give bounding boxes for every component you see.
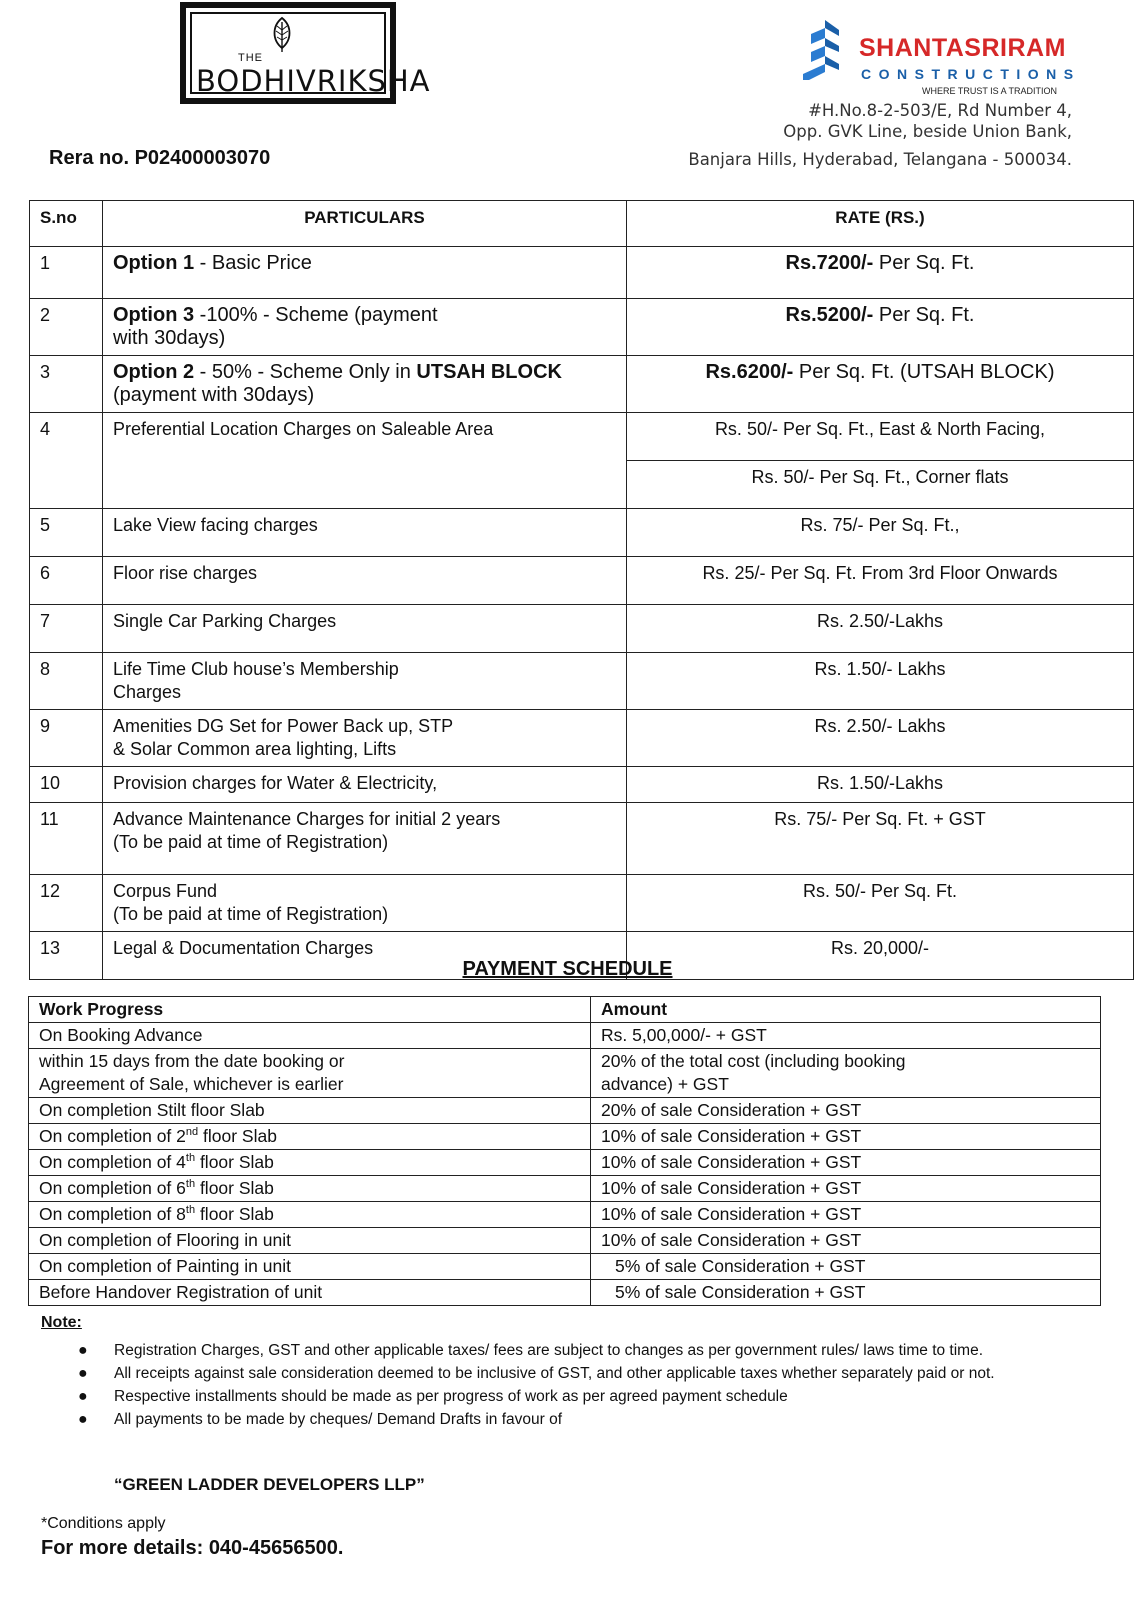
schedule-row [29, 1098, 1101, 1124]
table-header-row [30, 201, 1134, 247]
ordinal-suffix: th [185, 1178, 196, 1191]
row-sno: 4 [30, 413, 103, 509]
amount: 10% of sale Consideration + GST [591, 1228, 1101, 1254]
builder-tagline: WHERE TRUST IS A TRADITION [922, 86, 1058, 96]
schedule-row [29, 1150, 1101, 1176]
work-progress [29, 1176, 591, 1202]
row-rate: Rs. 2.50/-Lakhs [627, 605, 1134, 653]
table-row [30, 247, 1134, 299]
note-text: All receipts against sale consideration deemed to be inclusive of GST, and other applicable taxes whether separately paid or not. [114, 1365, 995, 1382]
address-line-3: Banjara Hills, Hyderabad, Telangana - 500034. [688, 150, 1072, 169]
builder-name: SHANTASRIRAM [859, 34, 1066, 62]
particulars-line1: Life Time Club house’s Membership [113, 659, 399, 679]
rate-unit: Per Sq. Ft. (UTSAH BLOCK) [793, 361, 1055, 383]
work-text-end: floor Slab [195, 1178, 274, 1198]
notes-title: Note: [41, 1314, 82, 1331]
rera-number: Rera no. P02400003070 [49, 147, 271, 169]
leaf-icon [268, 16, 296, 54]
row-sno: 3 [30, 356, 103, 413]
particulars-line2: (To be paid at time of Registration) [113, 904, 389, 924]
rate-amount: Rs.7200/- [785, 252, 874, 274]
amount: 10% of sale Consideration + GST [591, 1150, 1101, 1176]
row-particulars: Legal & Documentation Charges [103, 932, 627, 980]
amount: 10% of sale Consideration + GST [591, 1124, 1101, 1150]
table-row [30, 509, 1134, 557]
header-work-progress: Work Progress [29, 997, 591, 1023]
list-item [72, 1340, 1052, 1362]
option-desc: - Basic Price [194, 252, 312, 274]
rate-unit: Per Sq. Ft. [873, 304, 975, 326]
work-text: On completion of 8 [39, 1204, 186, 1224]
bullet-icon: ● [78, 1388, 88, 1405]
particulars-line1: Corpus Fund [113, 881, 218, 901]
row-rate: Rs. 1.50/- Lakhs [627, 653, 1134, 710]
particulars-line1: Advance Maintenance Charges for initial 2 years [113, 809, 501, 829]
row-rate [627, 299, 1134, 356]
row-sno: 10 [30, 767, 103, 803]
amount: 20% of sale Consideration + GST [591, 1098, 1101, 1124]
bodhivriksha-logo [180, 2, 431, 104]
row-sno: 2 [30, 299, 103, 356]
amount: 5% of sale Consideration + GST [591, 1280, 1101, 1306]
schedule-row [29, 1176, 1101, 1202]
amount: 10% of sale Consideration + GST [591, 1176, 1101, 1202]
table-row [30, 875, 1134, 932]
header-amount: Amount [591, 997, 1101, 1023]
row-particulars [103, 299, 627, 356]
row-sno: 6 [30, 557, 103, 605]
bullet-icon: ● [78, 1411, 88, 1428]
row-rate: Rs. 50/- Per Sq. Ft. [627, 875, 1134, 932]
header-particulars: PARTICULARS [103, 201, 627, 247]
option-desc: -100% - Scheme (payment [194, 304, 438, 326]
row-sno: 5 [30, 509, 103, 557]
schedule-row [29, 1049, 1101, 1098]
row-sno: 13 [30, 932, 103, 980]
header-sno: S.no [30, 201, 103, 247]
row-sno: 8 [30, 653, 103, 710]
work-progress: On completion of Painting in unit [29, 1254, 591, 1280]
payee-name: “GREEN LADDER DEVELOPERS LLP” [114, 1475, 425, 1494]
work-text: On completion of 4 [39, 1152, 186, 1172]
list-item [72, 1409, 1052, 1431]
row-rate: Rs. 1.50/-Lakhs [627, 767, 1134, 803]
table-row [30, 653, 1134, 710]
bullet-icon: ● [78, 1365, 88, 1382]
work-progress: On completion Stilt floor Slab [29, 1098, 591, 1124]
work-progress: On completion of Flooring in unit [29, 1228, 591, 1254]
work-progress: Before Handover Registration of unit [29, 1280, 591, 1306]
table-row [30, 803, 1134, 875]
row-rate: Rs. 75/- Per Sq. Ft., [627, 509, 1134, 557]
schedule-header-row [29, 997, 1101, 1023]
row-particulars: Lake View facing charges [103, 509, 627, 557]
schedule-row [29, 1124, 1101, 1150]
row-rate: Rs. 20,000/- [627, 932, 1134, 980]
row-particulars [103, 803, 627, 875]
particulars-line2: Charges [113, 682, 182, 702]
option-label: Option 2 [113, 361, 195, 383]
ordinal-suffix: th [185, 1204, 196, 1217]
work-text: On completion of 6 [39, 1178, 186, 1198]
option-desc-line2: with 30days) [113, 327, 226, 349]
payment-schedule-title: PAYMENT SCHEDULE [462, 958, 673, 980]
row-rate: Rs. 2.50/- Lakhs [627, 710, 1134, 767]
work-line2: Agreement of Sale, whichever is earlier [39, 1074, 344, 1094]
table-row [30, 710, 1134, 767]
row-particulars [103, 247, 627, 299]
payment-schedule-table [28, 996, 1101, 1306]
rate-amount: Rs.6200/- [705, 361, 794, 383]
work-text: On completion of 2 [39, 1126, 186, 1146]
table-row [30, 356, 1134, 413]
amount-line1: 20% of the total cost (including booking [601, 1051, 906, 1071]
row-rate: Rs. 50/- Per Sq. Ft., East & North Facing, [627, 413, 1134, 461]
note-text: Respective installments should be made as per progress of work as per agreed payment schedule [114, 1388, 788, 1405]
work-line1: within 15 days from the date booking or [39, 1051, 345, 1071]
logo-the-text: THE [238, 52, 263, 64]
schedule-row [29, 1202, 1101, 1228]
contact-details: For more details: 040-45656500. [41, 1537, 344, 1559]
row-particulars: Floor rise charges [103, 557, 627, 605]
amount [591, 1049, 1101, 1098]
logo-name-text: BODHIVRIKSHA [196, 64, 431, 98]
work-progress [29, 1049, 591, 1098]
work-text-end: floor Slab [195, 1152, 274, 1172]
table-row [30, 299, 1134, 356]
rate-amount: Rs.5200/- [785, 304, 874, 326]
schedule-row [29, 1228, 1101, 1254]
row-particulars [103, 875, 627, 932]
row-sno: 12 [30, 875, 103, 932]
header-rate: RATE (RS.) [627, 201, 1134, 247]
row-particulars: Provision charges for Water & Electricity, [103, 767, 627, 803]
particulars-line2: (To be paid at time of Registration) [113, 832, 389, 852]
ordinal-suffix: th [185, 1152, 196, 1165]
row-particulars: Preferential Location Charges on Saleable Area [103, 413, 627, 509]
ordinal-suffix: nd [185, 1126, 199, 1139]
particulars-line1: Amenities DG Set for Power Back up, STP [113, 716, 454, 736]
row-rate: Rs. 75/- Per Sq. Ft. + GST [627, 803, 1134, 875]
row-sno: 1 [30, 247, 103, 299]
table-row [30, 605, 1134, 653]
work-progress: On Booking Advance [29, 1023, 591, 1049]
note-text: Registration Charges, GST and other applicable taxes/ fees are subject to changes as per government rules/ laws time to time. [114, 1342, 984, 1359]
row-particulars [103, 356, 627, 413]
notes-list [72, 1340, 1052, 1432]
amount-line2: advance) + GST [601, 1074, 729, 1094]
amount: Rs. 5,00,000/- + GST [591, 1023, 1101, 1049]
address-line-2: Opp. GVK Line, beside Union Bank, [783, 122, 1072, 141]
row-rate: Rs. 25/- Per Sq. Ft. From 3rd Floor Onwards [627, 557, 1134, 605]
row-particulars [103, 710, 627, 767]
list-item [72, 1363, 1052, 1385]
schedule-row [29, 1280, 1101, 1306]
row-rate [627, 247, 1134, 299]
list-item [72, 1386, 1052, 1408]
block-name: UTSAH BLOCK [416, 361, 562, 383]
note-text: All payments to be made by cheques/ Demand Drafts in favour of [114, 1411, 563, 1428]
work-progress [29, 1124, 591, 1150]
price-table [29, 200, 1134, 980]
amount: 5% of sale Consideration + GST [591, 1254, 1101, 1280]
schedule-row [29, 1023, 1101, 1049]
builder-subtitle: CONSTRUCTIONS [861, 66, 1081, 82]
work-progress [29, 1150, 591, 1176]
row-sno: 7 [30, 605, 103, 653]
bullet-icon: ● [78, 1342, 88, 1359]
table-row [30, 767, 1134, 803]
particulars-line2: & Solar Common area lighting, Lifts [113, 739, 397, 759]
amount: 10% of sale Consideration + GST [591, 1202, 1101, 1228]
table-row [30, 413, 1134, 461]
rate-unit: Per Sq. Ft. [873, 252, 975, 274]
shantasriram-building-icon [803, 20, 849, 80]
option-desc-line2: (payment with 30days) [113, 384, 315, 406]
table-row [30, 557, 1134, 605]
row-particulars [103, 653, 627, 710]
schedule-row [29, 1254, 1101, 1280]
row-rate-corner: Rs. 50/- Per Sq. Ft., Corner flats [627, 461, 1134, 509]
work-progress [29, 1202, 591, 1228]
option-label: Option 3 [113, 304, 195, 326]
work-text-end: floor Slab [198, 1126, 277, 1146]
row-sno: 9 [30, 710, 103, 767]
option-label: Option 1 [113, 252, 195, 274]
address-line-1: #H.No.8-2-503/E, Rd Number 4, [808, 101, 1072, 120]
row-rate [627, 356, 1134, 413]
option-desc: - 50% - Scheme Only in [194, 361, 417, 383]
work-text-end: floor Slab [195, 1204, 274, 1224]
row-particulars: Single Car Parking Charges [103, 605, 627, 653]
conditions-apply: *Conditions apply [41, 1515, 166, 1532]
row-sno: 11 [30, 803, 103, 875]
